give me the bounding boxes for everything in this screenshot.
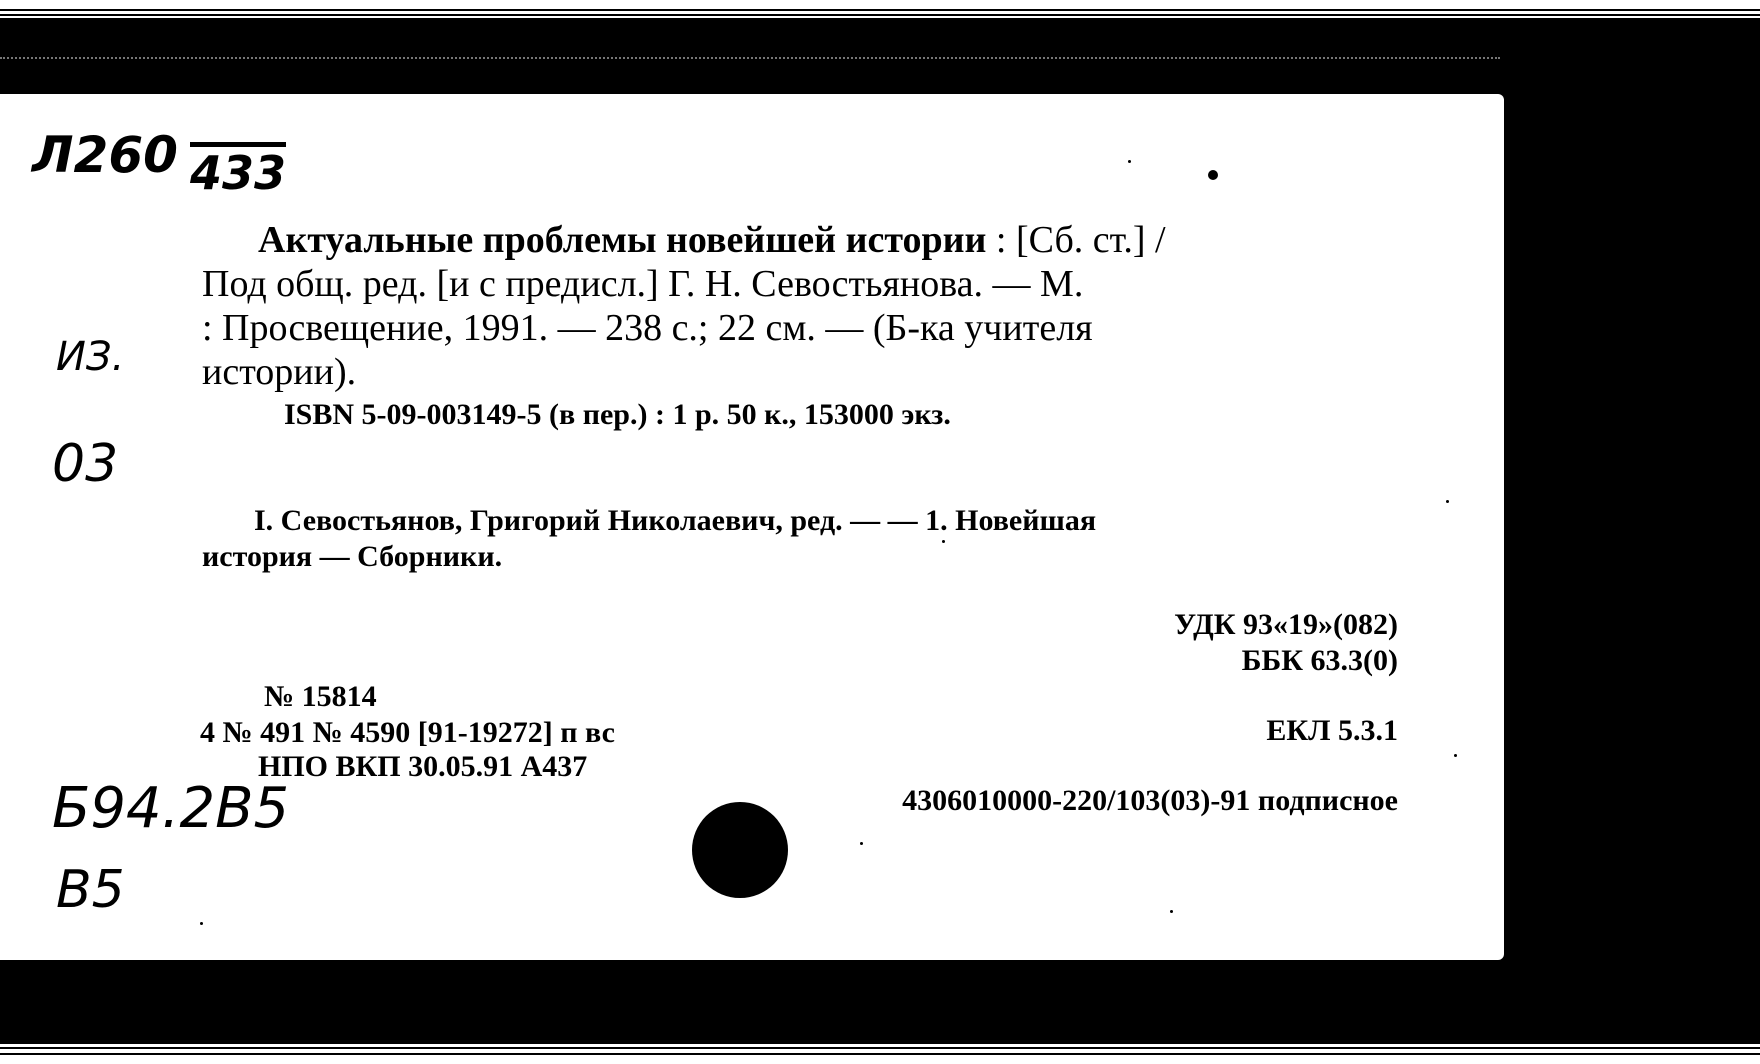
printer-line: НПО ВКП 30.05.91 А437 (258, 750, 588, 783)
bbk-code: ББК 63.3(0) (1241, 644, 1398, 677)
scan-artifact-line (0, 57, 1500, 59)
entry-line-4: истории). (202, 351, 357, 393)
catalog-card (0, 94, 1504, 960)
speck (860, 842, 863, 845)
udk-code: УДК 93«19»(082) (1174, 608, 1398, 641)
entry-title: Актуальные проблемы новейшей истории (258, 219, 987, 261)
bottom-border (0, 1044, 1760, 1064)
speck (1128, 160, 1131, 163)
entry-tracing-2: история — Сборники. (202, 540, 503, 573)
handwritten-margin-note: ИЗ. (56, 334, 125, 380)
speck (200, 922, 203, 925)
handwritten-bottom-code: Б94.2В5 (52, 776, 290, 841)
handwritten-margin-number: 03 (52, 434, 119, 494)
entry-line-2: Под общ. ред. [и с предисл.] Г. Н. Севостьянова. — М. (202, 263, 1084, 305)
speck (942, 540, 945, 543)
entry-isbn: ISBN 5-09-003149-5 (в пер.) : 1 р. 50 к., 153000 экз. (284, 398, 951, 431)
handwritten-shelf-number: Л260 (32, 126, 178, 184)
handwritten-fraction: 433 (190, 142, 286, 197)
punch-hole (692, 802, 788, 898)
speck (1170, 910, 1173, 913)
order-line: 4 № 491 № 4590 [91-19272] п вс (200, 716, 615, 749)
entry-tracing-1: I. Севостьянов, Григорий Николаевич, ред. — — 1. Новейшая (254, 504, 1097, 537)
entry-title-line (258, 218, 1166, 262)
speck (1446, 500, 1449, 503)
speck (1454, 754, 1457, 757)
card-number: № 15814 (264, 680, 377, 713)
top-border (0, 0, 1760, 18)
speck (1208, 170, 1218, 180)
entry-title-rest: : [Сб. ст.] / (986, 219, 1166, 261)
subscription-code: 4306010000-220/103(03)-91 подписное (902, 784, 1398, 817)
ekl-code: ЕКЛ 5.3.1 (1266, 714, 1398, 747)
handwritten-bottom-note: В5 (56, 860, 125, 920)
entry-line-3: : Просвещение, 1991. — 238 с.; 22 см. — (Б-ка учителя (202, 307, 1093, 349)
